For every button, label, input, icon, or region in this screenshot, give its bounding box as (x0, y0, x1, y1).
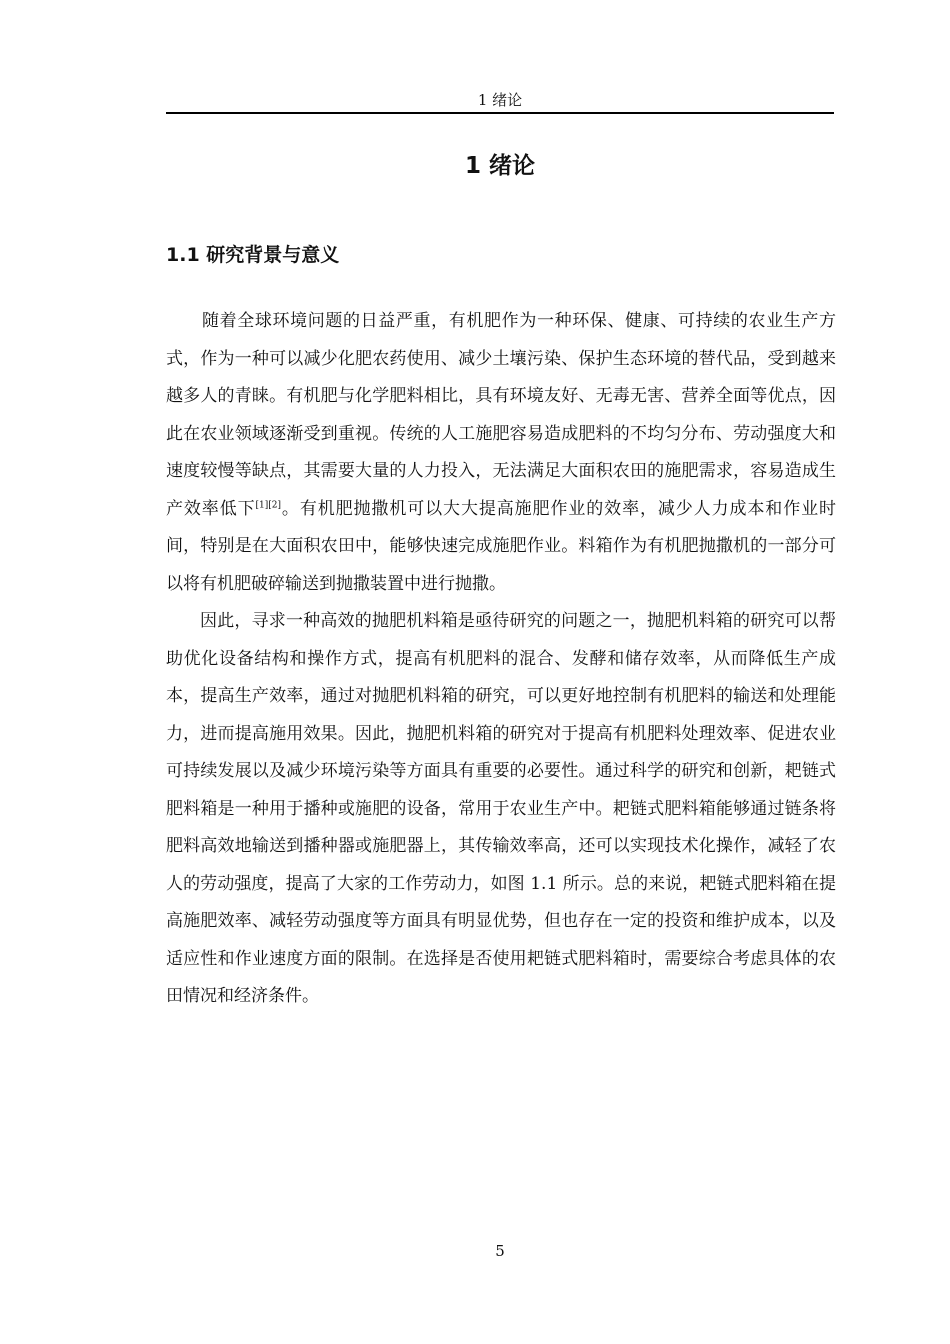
paragraph-1-text: 随着全球环境问题的日益严重，有机肥作为一种环保、健康、可持续的农业生产方式，作为一种可以减少化肥农药使用、减少土壤污染、保护生态环境的替代品，受到越来越多人的青睐。有机肥与化学肥料相比，具有环境友好、无毒无害、营养全面等优点，因此在农业领域逐渐受到重视。传统的人工施肥容易造成肥料的不均匀分布、劳动强度大和速度较慢等缺点，其需要大量的人力投入，无法满足大面积农田的施肥需求，容易造成生产效率低下 (166, 311, 836, 519)
header-rule (166, 112, 834, 114)
running-header: 1 绪论 (477, 91, 523, 109)
page-number: 5 (495, 1242, 505, 1260)
citation-marker: [1][2] (255, 499, 282, 510)
chapter-title: 1 绪论 (464, 153, 535, 179)
paragraph-1-tail: 。有机肥抛撒机可以大大提高施肥作业的效率，减少人力成本和作业时间，特别是在大面积农田中，能够快速完成施肥作业。料箱作为有机肥抛撒机的一部分可以将有机肥破碎输送到抛撒装置中进行抛撒。 (166, 498, 837, 594)
body-text (166, 303, 836, 1016)
paragraph-2: 因此，寻求一种高效的抛肥机料箱是亟待研究的问题之一，抛肥机料箱的研究可以帮助优化设备结构和操作方式，提高有机肥料的混合、发酵和储存效率，从而降低生产成本，提高生产效率，通过对抛肥机料箱的研究，可以更好地控制有机肥料的输送和处理能力，进而提高施用效果。因此，抛肥机料箱的研究对于提高有机肥料处理效率、促进农业可持续发展以及减少环境污染等方面具有重要的必要性。通过科学的研究和创新，耙链式肥料箱是一种用于播种或施肥的设备，常用于农业生产中。耙链式肥料箱能够通过链条将肥料高效地输送到播种器或施肥器上，其传输效率高，还可以实现技术化操作，减轻了农人的劳动强度，提高了大家的工作劳动力，如图 1.1 所示。总的来说，耙链式肥料箱在提高施肥效率、减轻劳动强度等方面具有明显优势，但也存在一定的投资和维护成本，以及适应性和作业速度方面的限制。在选择是否使用耙链式肥料箱时，需要综合考虑具体的农田情况和经济条件。 (166, 611, 836, 1006)
section-title: 1.1 研究背景与意义 (166, 244, 340, 266)
paragraph-1 (166, 303, 836, 603)
